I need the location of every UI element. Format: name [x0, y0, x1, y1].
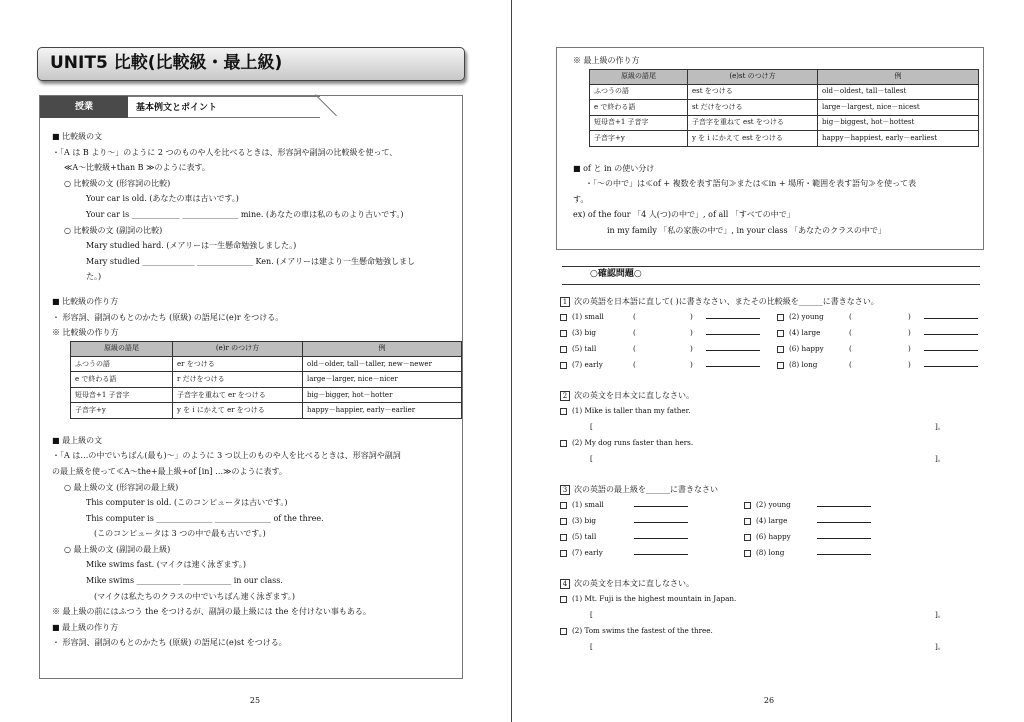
checkbox[interactable] [560, 518, 567, 525]
rule-line [562, 266, 980, 267]
table-row [71, 403, 462, 419]
checkbox[interactable] [560, 346, 567, 353]
answer-row [560, 451, 984, 467]
question-text: 次の英文を日本文に直しなさい。 [574, 391, 694, 400]
answer-row [560, 513, 984, 529]
item-label: (1) small [572, 312, 604, 321]
heading-superlative-form: ■ 最上級の作り方 [52, 622, 119, 632]
subheading: ○ 最上級の文 (副詞の最上級) [64, 544, 171, 554]
answer-row [560, 341, 984, 357]
table-row [71, 356, 462, 372]
question-3 [560, 482, 984, 561]
table-cell: er をつける [173, 356, 303, 372]
example-line: Your car is old. (あなたの車は古いです。) [86, 194, 239, 204]
rule-line [562, 284, 980, 285]
practice-title: ○確認問題○ [590, 269, 642, 279]
checkbox[interactable] [560, 502, 567, 509]
answer-row [560, 403, 984, 419]
answer-row [560, 325, 984, 341]
answer-blank[interactable] [634, 546, 688, 555]
bracket-close: ]。 [935, 422, 945, 431]
note-line: ※ 最上級の前にはふつう the をつけるが、副詞の最上級には the を付けない事もある。 [52, 607, 371, 617]
paren-close: ) [908, 360, 911, 369]
table-cell: old－older, tall－taller, new－newer [303, 356, 462, 372]
checkbox[interactable] [777, 314, 784, 321]
checkbox[interactable] [777, 346, 784, 353]
bracket-close: ]。 [935, 642, 945, 651]
subheading: ○ 比較級の文 (副詞の比較) [64, 225, 163, 235]
answer-blank[interactable] [706, 358, 760, 367]
example-line: Mike swims ___________ ____________ in our class. [86, 576, 283, 586]
checkbox[interactable] [744, 534, 751, 541]
paren-close: ) [690, 328, 693, 337]
example-line: Mary studied _____________ ______________ Ken. (メアリーは建より一生懸命勉強しまし [86, 256, 416, 266]
bracket-close: ]。 [935, 610, 945, 619]
table-cell: e で終わる語 [71, 372, 173, 388]
item-label: (1) small [572, 500, 604, 509]
table-cell: big－biggest, hot－hottest [818, 115, 979, 131]
item-label: (2) Tom swims the fastest of the three. [572, 626, 713, 635]
bracket-open: [ [590, 642, 593, 651]
table-row [590, 84, 979, 100]
question-number: 2 [560, 391, 570, 401]
checkbox[interactable] [560, 596, 567, 603]
example-line: in my family 「私の家族の中で」, in your class 「あなたのクラスの中で」 [607, 225, 886, 235]
table-header: 例 [818, 69, 979, 84]
checkbox[interactable] [560, 440, 567, 447]
example-line: This computer is ______________ ______________ of the three. [86, 513, 324, 523]
lesson-tab-bar [40, 96, 462, 118]
tab-label: 授業 [40, 96, 128, 118]
answer-blank[interactable] [634, 498, 688, 507]
bracket-open: [ [590, 422, 593, 431]
table-header: 原級の語尾 [590, 69, 688, 84]
bracket-close: ]。 [935, 454, 945, 463]
table-cell: st だけをつける [688, 100, 818, 116]
comparative-table [70, 341, 462, 419]
table-cell: e で終わる語 [590, 100, 688, 116]
answer-blank[interactable] [817, 546, 871, 555]
answer-blank[interactable] [924, 326, 978, 335]
checkbox[interactable] [560, 534, 567, 541]
table-cell: happy－happiest, early－earliest [818, 131, 979, 147]
table-header: 例 [303, 341, 462, 356]
checkbox[interactable] [744, 550, 751, 557]
checkbox[interactable] [744, 518, 751, 525]
table-cell: old－oldest, tall－tallest [818, 84, 979, 100]
text-line: ※ 比較級の作り方 [52, 328, 119, 338]
heading-comparative-form: ■ 比較級の作り方 [52, 296, 119, 306]
answer-row [560, 357, 984, 373]
page-divider [511, 0, 512, 722]
paren-open: ( [633, 344, 636, 353]
answer-blank[interactable] [706, 310, 760, 319]
item-label: (2) young [756, 500, 791, 509]
answer-row [560, 623, 984, 639]
answer-row [560, 591, 984, 607]
text-line: ・ 形容詞、副詞のもとのかたち (原級) の語尾に(e)r をつける。 [52, 312, 284, 322]
table-cell: 子音字+y [71, 403, 173, 419]
checkbox[interactable] [777, 330, 784, 337]
question-4 [560, 576, 984, 655]
table-row [590, 131, 979, 147]
answer-row [560, 497, 984, 513]
tab-title: 基本例文とポイント [128, 96, 320, 118]
table-cell: y を i にかえて er をつける [173, 403, 303, 419]
paren-open: ( [849, 312, 852, 321]
answer-blank[interactable] [817, 514, 871, 523]
item-label: (3) big [572, 516, 596, 525]
paren-close: ) [690, 312, 693, 321]
table-row [71, 387, 462, 403]
table-cell: y を i にかえて est をつける [688, 131, 818, 147]
table-cell: est をつける [688, 84, 818, 100]
example-line: (このコンピュータは 3 つの中で最も古いです。) [94, 529, 266, 539]
answer-blank[interactable] [706, 326, 760, 335]
checkbox[interactable] [560, 330, 567, 337]
example-line: Your car is ____________ ______________ mine. (あなたの車は私のものより古いです。) [86, 209, 404, 219]
bracket-open: [ [590, 610, 593, 619]
item-label: (6) happy [756, 532, 791, 541]
table-cell: 短母音+1 子音字 [71, 387, 173, 403]
paren-close: ) [908, 328, 911, 337]
answer-row [560, 639, 984, 655]
checkbox[interactable] [560, 628, 567, 635]
text-line: ≪A〜比較級+than B ≫のように表す。 [64, 163, 210, 173]
paren-open: ( [849, 344, 852, 353]
item-label: (4) large [789, 328, 821, 337]
paren-close: ) [908, 344, 911, 353]
question-text: 次の英語の最上級を______に書きなさい [574, 485, 718, 494]
question-number: 4 [560, 579, 570, 589]
paren-close: ) [908, 312, 911, 321]
question-text: 次の英文を日本文に直しなさい。 [574, 579, 694, 588]
example-line: ex) of the four 「4 人(つ)の中で」, of all 「すべての中で」 [573, 210, 795, 220]
item-label: (6) happy [789, 344, 824, 353]
question-number: 3 [560, 485, 570, 495]
checkbox[interactable] [560, 362, 567, 369]
ofin-heading: ■ of と in の使い分け [573, 163, 655, 173]
item-label: (5) tall [572, 344, 597, 353]
item-label: (3) big [572, 328, 596, 337]
text-line: ・ 形容詞、副詞のもとのかたち (原級) の語尾に(e)st をつける。 [52, 638, 287, 648]
example-line: (マイクは私たちのクラスの中でいちばん速く泳ぎます。) [94, 591, 296, 601]
heading-superlative: ■ 最上級の文 [52, 435, 103, 445]
paren-close: ) [690, 344, 693, 353]
lesson-content [40, 118, 462, 651]
table-cell: r だけをつける [173, 372, 303, 388]
text-line: の最上級を使って≪A〜the+最上級+of [in] …≫のように表す。 [52, 466, 287, 476]
answer-blank[interactable] [634, 514, 688, 523]
left-page [0, 0, 510, 722]
answer-row [560, 529, 984, 545]
example-line: た。) [86, 272, 102, 282]
answer-blank[interactable] [706, 342, 760, 351]
table-cell: happy－happier, early－earlier [303, 403, 462, 419]
item-label: (2) My dog runs faster than hers. [572, 438, 694, 447]
item-label: (4) large [756, 516, 788, 525]
text-line: ・「A は B より〜」のように 2 つのものや人を比べるときは、形容詞や副詞の比較級を使って、 [52, 147, 398, 157]
table-cell: 短母音+1 子音字 [590, 115, 688, 131]
lesson-box [39, 95, 463, 679]
sup-heading: ※ 最上級の作り方 [573, 56, 640, 65]
table-header: (e)r のつけ方 [173, 341, 303, 356]
item-label: (7) early [572, 548, 603, 557]
subheading: ○ 比較級の文 (形容詞の比較) [64, 178, 171, 188]
unit-title: UNIT5 比較(比較級・最上級) [37, 47, 465, 81]
checkbox[interactable] [744, 502, 751, 509]
table-cell: large－larger, nice－nicer [303, 372, 462, 388]
checkbox[interactable] [777, 362, 784, 369]
checkbox[interactable] [560, 550, 567, 557]
table-header: (e)st のつけ方 [688, 69, 818, 84]
text-line: す。 [573, 194, 589, 204]
answer-row [560, 419, 984, 435]
table-cell: big－bigger, hot－hotter [303, 387, 462, 403]
table-header: 原級の語尾 [71, 341, 173, 356]
table-cell: large－largest, nice－nicest [818, 100, 979, 116]
table-row [71, 372, 462, 388]
paren-open: ( [633, 312, 636, 321]
example-line: This computer is old. (このコンピュータは古いです。) [86, 498, 288, 508]
item-label: (1) Mike is taller than my father. [572, 406, 691, 415]
table-row [590, 115, 979, 131]
paren-open: ( [849, 328, 852, 337]
subheading: ○ 最上級の文 (形容詞の最上級) [64, 482, 179, 492]
answer-row [560, 309, 984, 325]
table-cell: 子音字を重ねて est をつける [688, 115, 818, 131]
question-1 [560, 294, 984, 373]
table-row [590, 100, 979, 116]
text-line: ・「A は…の中でいちばん(最も)〜」のように 3 つ以上のものや人を比べるときは、形容詞や副詞 [52, 451, 401, 461]
table-cell: ふつうの語 [590, 84, 688, 100]
answer-blank[interactable] [817, 498, 871, 507]
answer-blank[interactable] [634, 530, 688, 539]
example-line: Mary studied hard. (メアリーは一生懸命勉強しました。) [86, 241, 297, 251]
item-label: (1) Mt. Fuji is the highest mountain in Japan. [572, 594, 737, 603]
answer-row [560, 607, 984, 623]
paren-open: ( [633, 328, 636, 337]
answer-blank[interactable] [924, 310, 978, 319]
item-label: (8) long [789, 360, 818, 369]
item-label: (5) tall [572, 532, 597, 541]
item-label: (7) early [572, 360, 603, 369]
question-2 [560, 388, 984, 467]
checkbox[interactable] [560, 408, 567, 415]
superlative-table [589, 69, 979, 147]
answer-blank[interactable] [817, 530, 871, 539]
paren-open: ( [849, 360, 852, 369]
question-text: 次の英語を日本語に直して( )に書きなさい、またその比較級を______に書きなさい。 [574, 297, 879, 306]
item-label: (8) long [756, 548, 785, 557]
question-number: 1 [560, 297, 570, 307]
page-number: 25 [249, 696, 261, 705]
checkbox[interactable] [560, 314, 567, 321]
text-line: ・「〜の中で」は≪of + 複数を表す語句≫または≪in + 場所・範囲を表す語句≫を使って表 [585, 179, 917, 189]
answer-row [560, 435, 984, 451]
table-cell: 子音字+y [590, 131, 688, 147]
item-label: (2) young [789, 312, 824, 321]
answer-row [560, 545, 984, 561]
bracket-open: [ [590, 454, 593, 463]
superlative-box [556, 47, 984, 250]
table-cell: ふつうの語 [71, 356, 173, 372]
paren-open: ( [633, 360, 636, 369]
page-number: 26 [763, 696, 775, 705]
heading-comparative: ■ 比較級の文 [52, 132, 103, 141]
answer-blank[interactable] [924, 358, 978, 367]
example-line: Mike swims fast. (マイクは速く泳ぎます。) [86, 560, 247, 570]
table-cell: 子音字を重ねて er をつける [173, 387, 303, 403]
paren-close: ) [690, 360, 693, 369]
answer-blank[interactable] [924, 342, 978, 351]
